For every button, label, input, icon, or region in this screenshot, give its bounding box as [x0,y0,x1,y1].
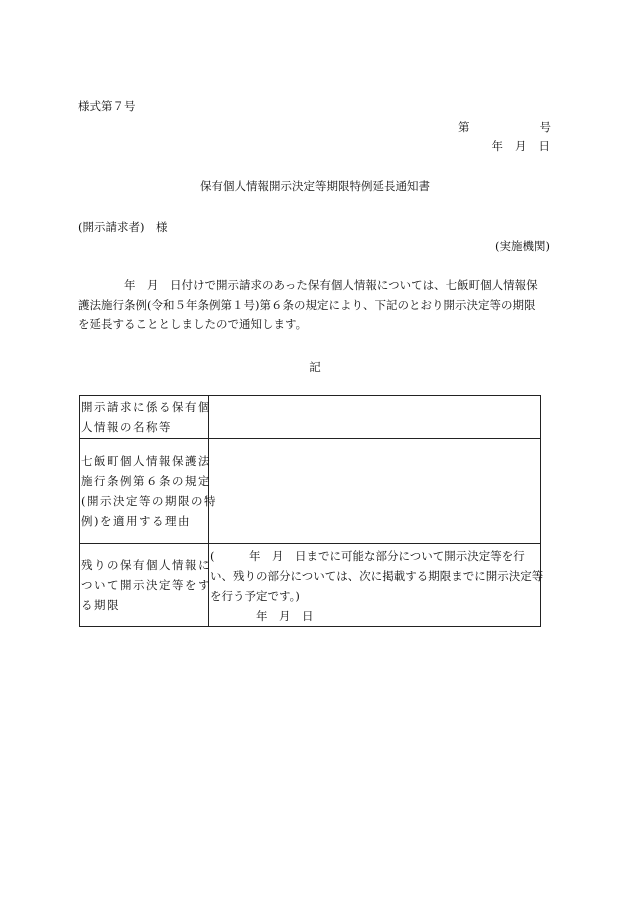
issuing-agency: (実施機関) [495,239,550,253]
requested-info-field[interactable] [209,396,541,439]
label-line: 人情報の名称等 [81,420,172,434]
deadline-note-line: い、残りの部分については、次に掲載する期限までに開示決定等 [210,569,544,583]
requester-addressee: (開示請求者) 様 [78,220,168,234]
date-month: 月 [515,139,527,153]
form-number: 様式第７号 [78,99,136,113]
deadline-label [80,544,209,627]
table-row [80,439,541,544]
deadline-date: 年 月 日 [256,609,314,623]
label-line: る期限 [81,598,120,612]
label-line: 例)を適用する理由 [81,514,191,528]
deadline-note-line: ( 年 月 日までに可能な部分について開示決定等を行 [210,549,525,563]
body-paragraph [78,276,550,335]
record-table [79,395,544,627]
ki-heading: 記 [309,360,321,374]
table-row [80,544,541,627]
reason-label [80,439,217,544]
label-line: ついて開示決定等をす [81,578,211,592]
label-line: 開示請求に係る保有個 [81,400,211,414]
body-line: を延長することとしましたので通知します。 [78,317,308,331]
reason-field[interactable] [209,439,541,544]
date-day: 日 [538,139,550,153]
date-year: 年 [491,139,503,153]
body-line: 護法施行条例(令和５年条例第１号)第６条の規定により、下記のとおり開示決定等の期限 [78,297,536,312]
label-line: 施行条例第６条の規定 [81,474,211,488]
document-title: 保有個人情報開示決定等期限特例延長通知書 [200,179,430,193]
deadline-field[interactable] [209,544,544,627]
document-number-prefix: 第 [458,120,470,134]
document-number-suffix: 号 [539,120,551,134]
table-row [80,396,541,439]
body-line: 年 月 日付けで開示請求のあった保有個人情報については、七飯町個人情報保 [78,278,538,292]
deadline-note-line: を行う予定です。) [210,589,300,603]
label-line: (開示決定等の期限の特 [81,494,217,508]
requested-info-label [80,396,209,439]
label-line: 七飯町個人情報保護法 [81,454,211,468]
issue-date [492,138,551,154]
label-line: 残りの保有個人情報に [81,558,211,572]
